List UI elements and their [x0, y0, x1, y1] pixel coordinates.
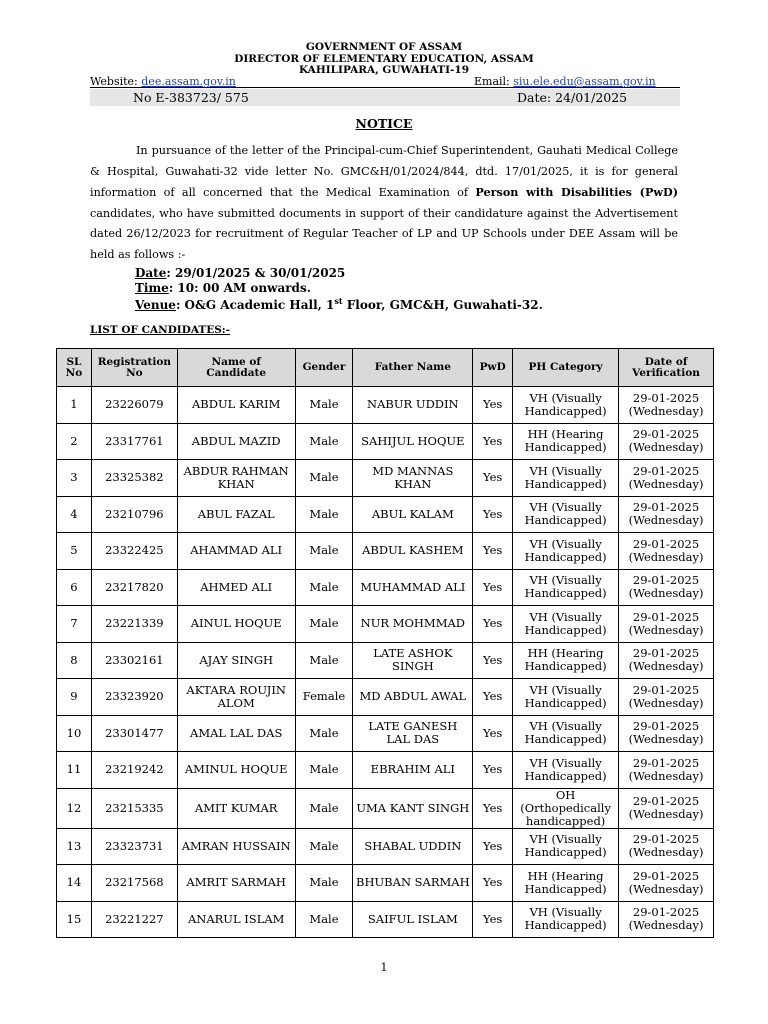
cell-father: EBRAHIM ALI: [353, 752, 473, 789]
cell-ph-category: HH (Hearing Handicapped): [513, 423, 619, 460]
cell-sl: 7: [57, 606, 92, 643]
col-header-sl: SL No: [57, 349, 92, 387]
col-header-gender: Gender: [295, 349, 353, 387]
cell-father: ABDUL KASHEM: [353, 533, 473, 570]
cell-verification-date: 29-01-2025 (Wednesday): [619, 828, 714, 865]
table-row: [57, 901, 714, 938]
cell-gender: Male: [295, 496, 353, 533]
col-header-registration: Registration No: [91, 349, 177, 387]
schedule-venue-value-a: : O&G Academic Hall, 1: [175, 298, 335, 312]
col-header-ph-category: PH Category: [513, 349, 619, 387]
schedule-venue: [135, 296, 543, 312]
cell-father: LATE ASHOK SINGH: [353, 642, 473, 679]
cell-pwd: Yes: [473, 752, 513, 789]
cell-verification-date: 29-01-2025 (Wednesday): [619, 679, 714, 716]
table-row: [57, 828, 714, 865]
cell-ph-category: VH (Visually Handicapped): [513, 569, 619, 606]
table-row: [57, 642, 714, 679]
cell-pwd: Yes: [473, 533, 513, 570]
cell-sl: 6: [57, 569, 92, 606]
cell-gender: Male: [295, 533, 353, 570]
cell-sl: 1: [57, 387, 92, 424]
schedule-time-value: : 10: 00 AM onwards.: [168, 281, 311, 295]
page-number: 1: [380, 961, 388, 974]
cell-gender: Male: [295, 387, 353, 424]
table-row: [57, 387, 714, 424]
cell-ph-category: VH (Visually Handicapped): [513, 496, 619, 533]
cell-father: MD MANNAS KHAN: [353, 460, 473, 497]
body-part-1: In pursuance of the letter of the Principal-cum-Chief Superintendent, Gauhati Medical College & Hospital, Guwahati-32 vide letter No. GMC&H/01/2024/844, dtd. 17/01/2025, it is for general information of all concerned that the Medical Examination of: [90, 144, 678, 199]
cell-ph-category: VH (Visually Handicapped): [513, 460, 619, 497]
cell-registration: 23217820: [91, 569, 177, 606]
cell-pwd: Yes: [473, 569, 513, 606]
cell-father: SHABAL UDDIN: [353, 828, 473, 865]
cell-verification-date: 29-01-2025 (Wednesday): [619, 865, 714, 902]
cell-pwd: Yes: [473, 828, 513, 865]
reference-bar: [90, 89, 680, 106]
cell-pwd: Yes: [473, 788, 513, 828]
cell-ph-category: VH (Visually Handicapped): [513, 828, 619, 865]
cell-ph-category: VH (Visually Handicapped): [513, 679, 619, 716]
reference-date: Date: 24/01/2025: [517, 90, 628, 105]
cell-sl: 2: [57, 423, 92, 460]
cell-name: AHMED ALI: [177, 569, 295, 606]
schedule-time-label: Time: [135, 281, 169, 295]
cell-pwd: Yes: [473, 642, 513, 679]
notice-title: NOTICE: [355, 116, 413, 131]
cell-name: AHAMMAD ALI: [177, 533, 295, 570]
cell-ph-category: OH (Orthopedically handicapped): [513, 788, 619, 828]
cell-sl: 13: [57, 828, 92, 865]
cell-gender: Male: [295, 788, 353, 828]
cell-father: NABUR UDDIN: [353, 387, 473, 424]
cell-pwd: Yes: [473, 387, 513, 424]
table-row: [57, 496, 714, 533]
table-row: [57, 460, 714, 497]
cell-father: SAHIJUL HOQUE: [353, 423, 473, 460]
schedule-venue-value-b: Floor, GMC&H, Guwahati-32.: [342, 298, 543, 312]
cell-father: MD ABDUL AWAL: [353, 679, 473, 716]
cell-sl: 5: [57, 533, 92, 570]
cell-sl: 9: [57, 679, 92, 716]
cell-registration: 23317761: [91, 423, 177, 460]
cell-father: MUHAMMAD ALI: [353, 569, 473, 606]
header-line-1: GOVERNMENT OF ASSAM: [305, 41, 463, 53]
cell-name: AMIT KUMAR: [177, 788, 295, 828]
col-header-name: Name of Candidate: [177, 349, 295, 387]
cell-verification-date: 29-01-2025 (Wednesday): [619, 901, 714, 938]
cell-father: SAIFUL ISLAM: [353, 901, 473, 938]
cell-gender: Male: [295, 606, 353, 643]
cell-name: AMAL LAL DAS: [177, 715, 295, 752]
email-label: Email:: [474, 75, 514, 88]
cell-pwd: Yes: [473, 460, 513, 497]
body-bold: Person with Disabilities (PwD): [475, 185, 678, 199]
cell-ph-category: HH (Hearing Handicapped): [513, 865, 619, 902]
cell-pwd: Yes: [473, 496, 513, 533]
cell-registration: 23323731: [91, 828, 177, 865]
cell-verification-date: 29-01-2025 (Wednesday): [619, 533, 714, 570]
schedule-date-label: Date: [135, 266, 167, 280]
schedule-venue-label: Venue: [135, 298, 176, 312]
cell-name: AMRAN HUSSAIN: [177, 828, 295, 865]
table-row: [57, 715, 714, 752]
table-header-row: [57, 349, 714, 387]
header-divider: [90, 87, 680, 88]
table-row: [57, 569, 714, 606]
cell-verification-date: 29-01-2025 (Wednesday): [619, 788, 714, 828]
col-header-father: Father Name: [353, 349, 473, 387]
cell-sl: 14: [57, 865, 92, 902]
cell-registration: 23322425: [91, 533, 177, 570]
body-part-2: candidates, who have submitted documents in support of their candidature against the Advertisement dated 26/12/2023 for recruitment of Regular Teacher of LP and UP Schools under DEE Assam will be held as follows :-: [90, 206, 678, 261]
cell-registration: 23221339: [91, 606, 177, 643]
cell-name: ABDUR RAHMAN KHAN: [177, 460, 295, 497]
cell-father: UMA KANT SINGH: [353, 788, 473, 828]
cell-pwd: Yes: [473, 423, 513, 460]
cell-verification-date: 29-01-2025 (Wednesday): [619, 423, 714, 460]
table-row: [57, 788, 714, 828]
cell-verification-date: 29-01-2025 (Wednesday): [619, 606, 714, 643]
header-line-3: KAHILIPARA, GUWAHATI-19: [298, 64, 469, 76]
cell-registration: 23302161: [91, 642, 177, 679]
cell-gender: Male: [295, 828, 353, 865]
cell-verification-date: 29-01-2025 (Wednesday): [619, 642, 714, 679]
cell-ph-category: VH (Visually Handicapped): [513, 606, 619, 643]
cell-name: AMRIT SARMAH: [177, 865, 295, 902]
website-link[interactable]: dee.assam.gov.in: [141, 75, 236, 88]
cell-gender: Male: [295, 901, 353, 938]
cell-gender: Male: [295, 423, 353, 460]
cell-name: ABDUL MAZID: [177, 423, 295, 460]
cell-ph-category: VH (Visually Handicapped): [513, 533, 619, 570]
cell-name: AMINUL HOQUE: [177, 752, 295, 789]
cell-registration: 23210796: [91, 496, 177, 533]
cell-gender: Male: [295, 715, 353, 752]
email-link[interactable]: siu.ele.edu@assam.gov.in: [513, 75, 656, 88]
candidates-table: [56, 348, 714, 938]
list-title: LIST OF CANDIDATES:-: [90, 324, 231, 336]
cell-ph-category: VH (Visually Handicapped): [513, 752, 619, 789]
cell-verification-date: 29-01-2025 (Wednesday): [619, 387, 714, 424]
cell-sl: 8: [57, 642, 92, 679]
table-row: [57, 865, 714, 902]
cell-pwd: Yes: [473, 865, 513, 902]
cell-sl: 3: [57, 460, 92, 497]
table-row: [57, 606, 714, 643]
cell-sl: 4: [57, 496, 92, 533]
website-label: Website:: [90, 75, 142, 88]
cell-pwd: Yes: [473, 679, 513, 716]
cell-ph-category: VH (Visually Handicapped): [513, 901, 619, 938]
cell-father: NUR MOHMMAD: [353, 606, 473, 643]
cell-verification-date: 29-01-2025 (Wednesday): [619, 715, 714, 752]
schedule-date: [135, 266, 345, 280]
cell-gender: Male: [295, 642, 353, 679]
notice-body: [90, 141, 678, 265]
cell-name: ABUL FAZAL: [177, 496, 295, 533]
schedule-venue-sup: st: [334, 296, 343, 306]
cell-registration: 23215335: [91, 788, 177, 828]
cell-gender: Male: [295, 569, 353, 606]
cell-name: AINUL HOQUE: [177, 606, 295, 643]
cell-sl: 15: [57, 901, 92, 938]
cell-pwd: Yes: [473, 901, 513, 938]
cell-name: ANARUL ISLAM: [177, 901, 295, 938]
table-row: [57, 679, 714, 716]
cell-registration: 23221227: [91, 901, 177, 938]
header-line-2: DIRECTOR OF ELEMENTARY EDUCATION, ASSAM: [234, 53, 534, 65]
col-header-pwd: PwD: [473, 349, 513, 387]
cell-gender: Male: [295, 752, 353, 789]
cell-sl: 12: [57, 788, 92, 828]
schedule-time: [135, 281, 311, 295]
cell-registration: 23219242: [91, 752, 177, 789]
schedule-date-value: : 29/01/2025 & 30/01/2025: [166, 266, 346, 280]
cell-pwd: Yes: [473, 606, 513, 643]
cell-gender: Male: [295, 865, 353, 902]
cell-name: AJAY SINGH: [177, 642, 295, 679]
cell-gender: Female: [295, 679, 353, 716]
cell-sl: 11: [57, 752, 92, 789]
cell-father: LATE GANESH LAL DAS: [353, 715, 473, 752]
cell-name: AKTARA ROUJIN ALOM: [177, 679, 295, 716]
cell-gender: Male: [295, 460, 353, 497]
cell-verification-date: 29-01-2025 (Wednesday): [619, 460, 714, 497]
cell-name: ABDUL KARIM: [177, 387, 295, 424]
col-header-verification-date: Date of Verification: [619, 349, 714, 387]
cell-ph-category: VH (Visually Handicapped): [513, 715, 619, 752]
cell-registration: 23301477: [91, 715, 177, 752]
table-row: [57, 533, 714, 570]
cell-registration: 23226079: [91, 387, 177, 424]
reference-number: No E-383723/ 575: [133, 90, 249, 105]
cell-registration: 23217568: [91, 865, 177, 902]
cell-ph-category: VH (Visually Handicapped): [513, 387, 619, 424]
cell-registration: 23325382: [91, 460, 177, 497]
cell-verification-date: 29-01-2025 (Wednesday): [619, 569, 714, 606]
cell-registration: 23323920: [91, 679, 177, 716]
cell-father: ABUL KALAM: [353, 496, 473, 533]
cell-sl: 10: [57, 715, 92, 752]
cell-pwd: Yes: [473, 715, 513, 752]
table-row: [57, 423, 714, 460]
cell-verification-date: 29-01-2025 (Wednesday): [619, 496, 714, 533]
cell-father: BHUBAN SARMAH: [353, 865, 473, 902]
cell-verification-date: 29-01-2025 (Wednesday): [619, 752, 714, 789]
cell-ph-category: HH (Hearing Handicapped): [513, 642, 619, 679]
table-row: [57, 752, 714, 789]
